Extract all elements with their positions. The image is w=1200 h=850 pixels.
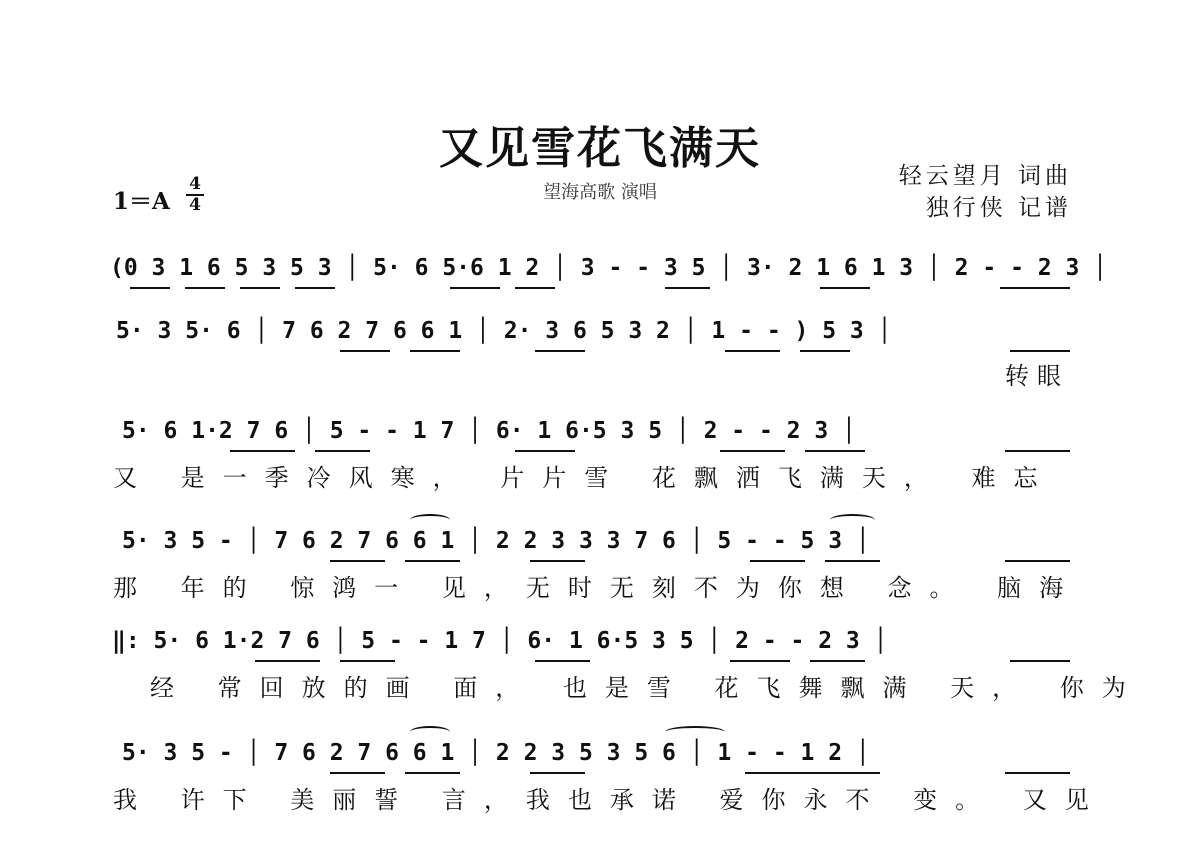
slur-mark [665, 726, 725, 738]
underline [1005, 450, 1070, 452]
underline [800, 350, 850, 352]
underline [530, 560, 585, 562]
notes-text: 5· 3 5· 6 │ 7 6 2 7 6 6 1 │ 2· 3 6 5 3 2 │ 1 - - ) 5 3 │ [116, 318, 892, 344]
underline [340, 660, 395, 662]
meter-top: 4 [189, 174, 201, 194]
lyrics-row: 我 许下 美丽誓 言，我也承诺 爱你永不 变。 又见 [113, 786, 1107, 814]
underline [1005, 772, 1070, 774]
notes-text: 5· 3 5 - │ 7 6 2 7 6 6 1 │ 2 2 3 3 3 7 6 │ 5 - - 5 3 │ [122, 528, 870, 554]
underline [730, 660, 790, 662]
notes-text: (0 3 1 6 5 3 5 3 │ 5· 6 5·6 1 2 │ 3 - - 3 5 │ 3· 2 1 6 1 3 │ 2 - - 2 3 │ [110, 255, 1107, 281]
underline [515, 450, 575, 452]
underline [535, 350, 585, 352]
underline [405, 560, 460, 562]
underline [745, 772, 880, 774]
singer-credit: 望海高歌 演唱 [543, 182, 657, 203]
meter-bottom: 4 [189, 195, 201, 215]
lyrics-row: 经 常回放的画 面， 也是雪 花飞舞飘满 天， 你为 [150, 674, 1144, 702]
underline [295, 287, 335, 289]
key-signature: 1＝A [113, 188, 170, 215]
credits [899, 160, 1072, 224]
underline [535, 660, 590, 662]
underline [825, 560, 880, 562]
underline [1010, 660, 1070, 662]
underline [805, 450, 865, 452]
notes-row [110, 528, 1090, 562]
underline [330, 772, 385, 774]
underline [185, 287, 225, 289]
underline [1010, 350, 1070, 352]
underline [750, 560, 805, 562]
notes-text: 5· 6 1·2 7 6 │ 5 - - 1 7 │ 6· 1 6·5 3 5 │ 2 - - 2 3 │ [122, 418, 856, 444]
underline [330, 560, 385, 562]
underline [255, 660, 320, 662]
lyrics-row: 那 年的 惊鸿一 见，无时无刻不为你想 念。 脑海 [113, 574, 1082, 602]
underline [315, 450, 370, 452]
underline [340, 350, 390, 352]
underline [810, 660, 865, 662]
notes-row [110, 255, 1107, 289]
notes-row [110, 318, 1090, 352]
underline [515, 287, 555, 289]
underline [1000, 287, 1070, 289]
underline [410, 350, 460, 352]
underline [450, 287, 500, 289]
slur-mark [830, 514, 875, 526]
lyrics-row: 转眼 [1005, 362, 1069, 390]
notes-row [110, 628, 1090, 662]
notes-text: ‖: 5· 6 1·2 7 6 │ 5 - - 1 7 │ 6· 1 6·5 3 5 │ 2 - - 2 3 │ [112, 628, 888, 654]
underline [230, 450, 295, 452]
underline [820, 287, 870, 289]
underline [720, 450, 785, 452]
notes-text: 5· 3 5 - │ 7 6 2 7 6 6 1 │ 2 2 3 5 3 5 6 │ 1 - - 1 2 │ [122, 740, 870, 766]
song-title: 又见雪花飞满天 [439, 123, 761, 174]
underline [530, 772, 585, 774]
lyrics-music-credit: 轻云望月 词曲 [898, 163, 1072, 189]
underline [240, 287, 280, 289]
underline [665, 287, 710, 289]
lyrics-row: 又 是一季冷风寒， 片片雪 花飘洒飞满天， 难忘 [113, 464, 1056, 492]
transcriber-credit: 独行侠 记谱 [925, 195, 1072, 221]
slur-mark [410, 514, 450, 526]
notes-row [110, 740, 1090, 774]
underline [725, 350, 780, 352]
notes-row [110, 418, 1090, 452]
underline [405, 772, 460, 774]
underline [130, 287, 170, 289]
slur-mark [410, 726, 450, 738]
underline [1005, 560, 1070, 562]
time-signature [186, 176, 204, 214]
